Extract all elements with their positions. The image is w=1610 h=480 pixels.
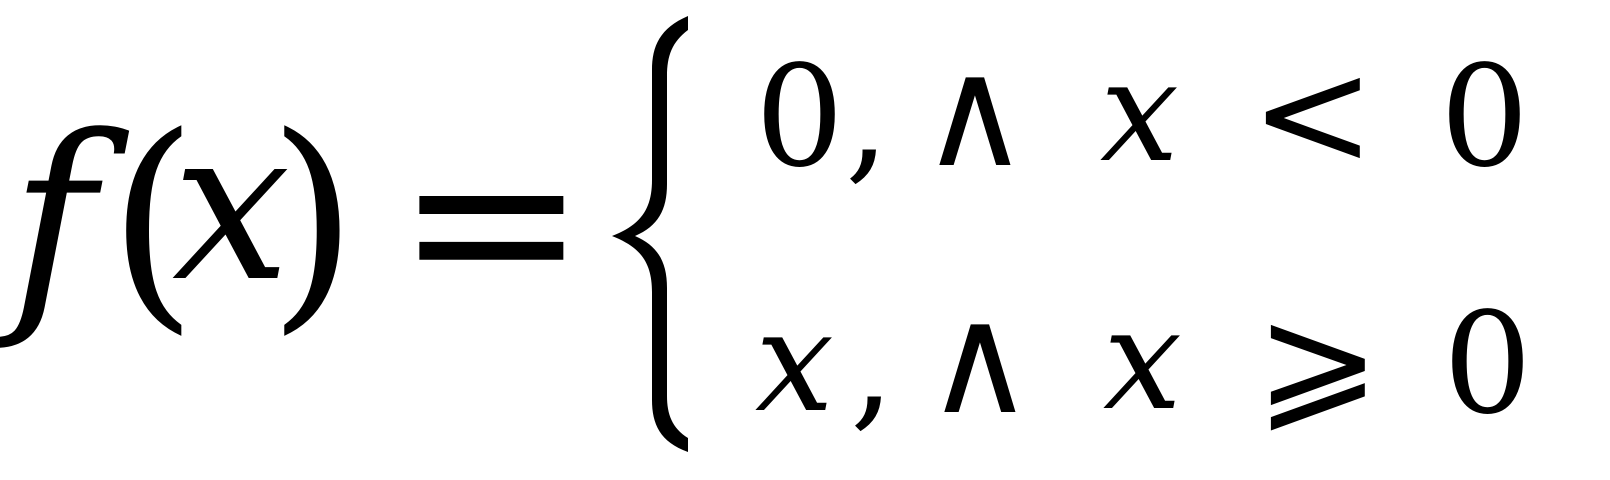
case-2-value: x bbox=[755, 281, 834, 444]
case-2-variable: x bbox=[1103, 279, 1182, 442]
case-1-value: 0 bbox=[755, 36, 845, 199]
case-2-relation: ⩾ bbox=[1255, 274, 1381, 448]
case-1-relation: < bbox=[1250, 27, 1376, 201]
equals-sign: = bbox=[395, 88, 588, 355]
case-1-comma: , bbox=[845, 36, 890, 199]
case-2-and-symbol: ∧ bbox=[925, 274, 1035, 448]
function-name: f bbox=[10, 88, 96, 355]
cases-brace bbox=[612, 16, 688, 452]
case-1-and-symbol: ∧ bbox=[920, 27, 1030, 201]
function-argument: x bbox=[172, 83, 291, 328]
case-2-bound: 0 bbox=[1443, 283, 1533, 446]
case-1-variable: x bbox=[1100, 31, 1179, 194]
open-paren: ( bbox=[108, 88, 198, 355]
case-1-bound: 0 bbox=[1440, 36, 1530, 199]
close-paren: ) bbox=[268, 88, 358, 355]
case-2-comma: , bbox=[850, 283, 895, 446]
